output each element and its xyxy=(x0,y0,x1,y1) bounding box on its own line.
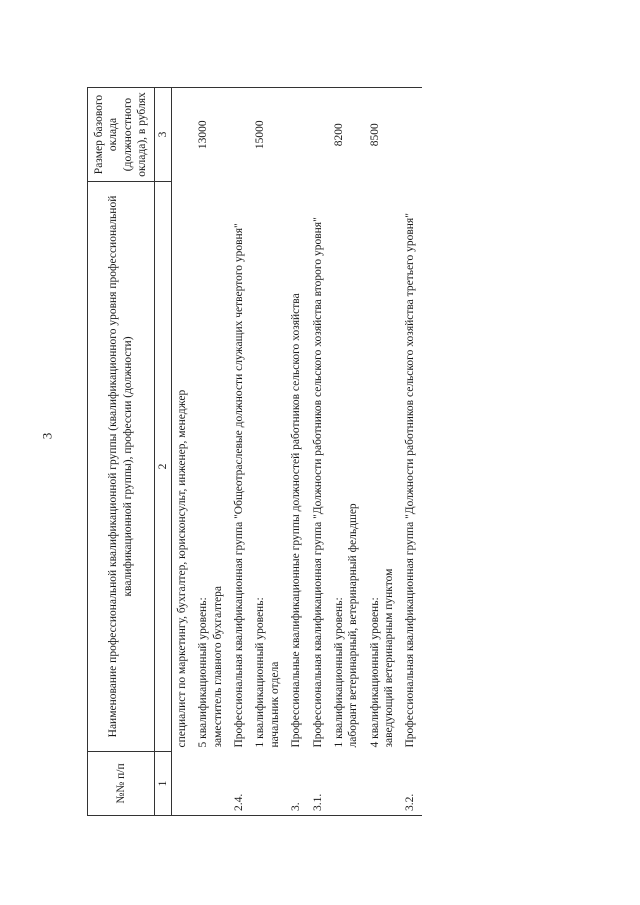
column-number: 2 xyxy=(154,182,171,752)
row-text xyxy=(365,182,401,752)
row-text xyxy=(229,182,250,752)
row-salary xyxy=(308,88,329,182)
row-line: 5 квалификационный уровень: xyxy=(197,597,210,748)
table-row xyxy=(250,88,286,816)
row-salary: 8200 xyxy=(329,88,365,182)
row-text xyxy=(171,182,193,752)
row-salary: 13000 xyxy=(193,88,229,182)
row-text xyxy=(400,182,421,752)
header-number: №№ п/п xyxy=(88,752,155,816)
column-number: 1 xyxy=(154,752,171,816)
page-number: 3 xyxy=(39,432,55,440)
row-text xyxy=(286,182,307,752)
column-number: 3 xyxy=(154,88,171,182)
table-header-row xyxy=(88,88,155,816)
table-row xyxy=(193,88,229,816)
row-number xyxy=(193,752,229,816)
header-group-name: Наименование профессиональной квалификационной группы (квалификационного уровня профессиональной квалификационной группы), профессии (должности) xyxy=(88,182,155,752)
row-number xyxy=(250,752,286,816)
row-number xyxy=(171,752,193,816)
row-salary: 8500 xyxy=(365,88,401,182)
row-line: специалист по маркетингу, бухгалтер, юрисконсульт, инженер, менеджер xyxy=(175,389,188,748)
row-salary xyxy=(286,88,307,182)
row-line: начальник отдела xyxy=(268,661,281,748)
table-row xyxy=(171,88,193,816)
row-line: 1 квалификационный уровень: xyxy=(332,597,345,748)
row-line: Профессиональная квалификационная группа "Общеотраслевые должности служащих четвертого уровня" xyxy=(233,223,245,748)
table-row xyxy=(229,88,250,816)
row-number: 3.2. xyxy=(400,752,421,816)
column-number-row xyxy=(154,88,171,816)
row-text xyxy=(250,182,286,752)
table-row xyxy=(365,88,401,816)
row-salary xyxy=(400,88,421,182)
row-salary xyxy=(229,88,250,182)
row-line: заведующий ветеринарным пунктом xyxy=(383,568,395,748)
row-number: 2.4. xyxy=(229,752,250,816)
table-row xyxy=(400,88,421,816)
row-number xyxy=(365,752,401,816)
table-row xyxy=(308,88,329,816)
row-line: Профессиональные квалификационные группы должностей работников сельского хозяйства xyxy=(290,293,303,748)
row-line: Профессиональная квалификационная группа "Должности работников сельского хозяйства второго уровня" xyxy=(311,217,324,748)
row-text xyxy=(308,182,329,752)
row-line: заместитель главного бухгалтера xyxy=(211,585,224,748)
row-salary xyxy=(171,88,193,182)
row-line: 1 квалификационный уровень: xyxy=(254,597,267,748)
table-row xyxy=(286,88,307,816)
row-text xyxy=(329,182,365,752)
row-line: 4 квалификационный уровень: xyxy=(368,597,381,748)
row-number: 3.1. xyxy=(308,752,329,816)
header-salary: Размер базового оклада (должностного оклада), в рублях xyxy=(88,88,155,182)
salary-table xyxy=(87,87,422,816)
row-number xyxy=(329,752,365,816)
row-line: лаборант ветеринарный, ветеринарный фельдшер xyxy=(347,503,360,748)
row-line: Профессиональная квалификационная группа "Должности работников сельского хозяйства третьего уровня" xyxy=(404,213,417,748)
table-row xyxy=(329,88,365,816)
row-text xyxy=(193,182,229,752)
row-number: 3. xyxy=(286,752,307,816)
row-salary: 15000 xyxy=(250,88,286,182)
rotated-table-container xyxy=(87,88,499,816)
